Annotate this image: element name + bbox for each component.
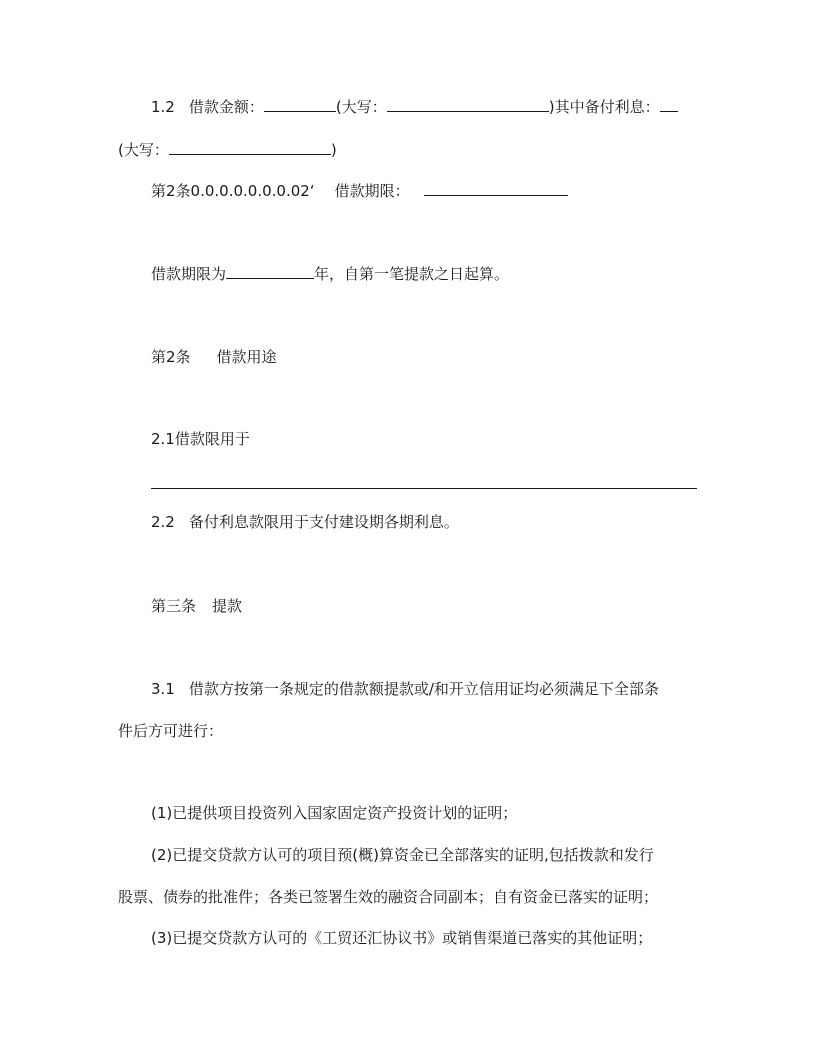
purpose-blank-line[interactable] (151, 488, 697, 489)
article-number: 第2条 (151, 348, 191, 366)
clause-3-1-line-2: 件后方可进行： (118, 722, 224, 740)
uppercase-open: (大写： (335, 98, 387, 116)
loan-amount-blank[interactable] (264, 97, 336, 112)
clause-2-1: 2.1借款限用于 (151, 430, 250, 448)
interest-uppercase-blank[interactable] (169, 140, 331, 155)
article-title: 提款 (212, 597, 243, 615)
loan-amount-label: 借款金额： (188, 98, 264, 116)
reserve-interest-blank[interactable] (660, 97, 678, 112)
uppercase-open-2: (大写： (118, 141, 169, 159)
clause-1-2-line (151, 97, 678, 117)
condition-2-line-1: (2)已提交贷款方认可的项目预(概)算资金已全部落实的证明,包括拨款和发行 (151, 846, 654, 864)
article-2-purpose-heading (151, 347, 277, 367)
article-2-term-line (151, 181, 568, 201)
clause-text: 借款方按第一条规定的借款额提款或/和开立信用证均必须满足下全部条 (188, 680, 659, 698)
clause-text: 备付利息款限用于支付建设期各期利息。 (188, 513, 459, 531)
clause-1-2-line-2 (118, 140, 337, 160)
term-label: 借款期限： (334, 182, 410, 200)
term-prefix: 借款期限为 (151, 265, 227, 283)
interest-label: )其中备付利息： (548, 98, 660, 116)
article-3-heading (151, 596, 242, 616)
article-number: 第三条 (151, 597, 197, 615)
condition-1: (1)已提供项目投资列入国家固定资产投资计划的证明； (151, 804, 518, 822)
term-years-line (151, 264, 509, 284)
uppercase-close: ) (330, 141, 337, 159)
term-years-blank[interactable] (226, 264, 314, 279)
clause-number: 3.1 (151, 680, 175, 698)
clause-2-2 (151, 512, 459, 532)
term-blank[interactable] (424, 181, 568, 196)
article-title: 借款用途 (216, 348, 277, 366)
clause-number: 1.2 (151, 98, 175, 116)
article-label: 第2条0.0.0.0.0.0.0.02‘ (151, 182, 315, 200)
term-suffix: 年，自第一笔提款之日起算。 (314, 265, 510, 283)
clause-3-1-line-1 (151, 679, 659, 699)
clause-number: 2.2 (151, 513, 175, 531)
loan-amount-uppercase-blank[interactable] (387, 97, 549, 112)
condition-3: (3)已提交贷款方认可的《工贸还汇协议书》或销售渠道已落实的其他证明； (151, 929, 653, 947)
condition-2-line-2: 股票、债券的批准件；各类已签署生效的融资合同副本；自有资金已落实的证明； (118, 888, 659, 906)
